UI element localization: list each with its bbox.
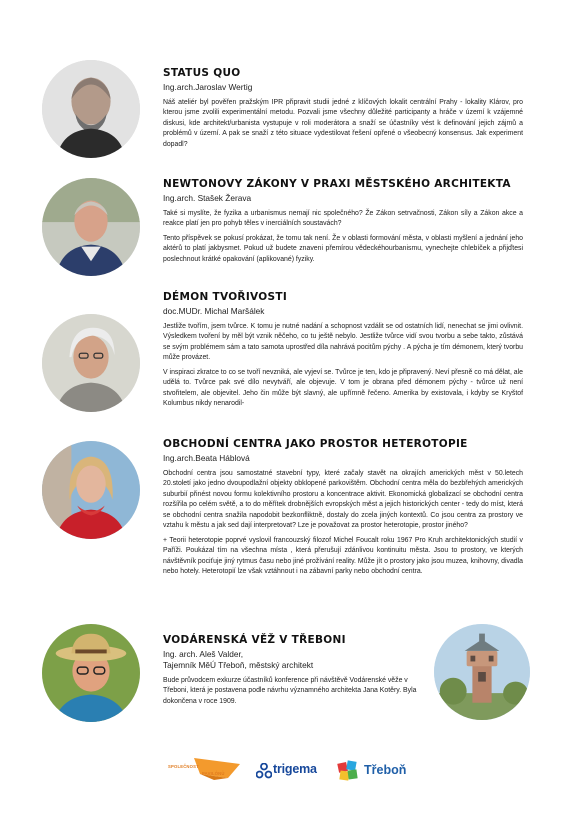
trebon-wordmark: Třeboň: [364, 763, 407, 777]
talk-abstract-2: + Teorii heterotopie poprvé vyslovil francouzský filozof Michel Foucalt roku 1967 Pro Kruh architektonických studií v Paříži. Poukázal tím na všechna místa , která přerušují zdánlivou kontinuitu města. Jsou to prostory, ve kterých návštěvník pociťuje jiný rytmus času nebo jiné prožívání reality. Může jít o prostory jako jsou muzea, knihovny, divadla nebo hotely. Heterotopií lze však vztáhnout i na zábavní parky nebo obchodní centra.: [163, 536, 523, 576]
talk-abstract-1: Obchodní centra jsou samostatné stavební typy, které začaly stavět na okrajích amerických měst v 50.letech 20.století jako jedno dvoupodlažní objekty obklopené parkovištěm. Obchodní centra měla do bezbřehých amerických suburbií přinést novou formu kolektivního prostoru a koncentrace aktivit. Ekonomická globalizací se obchodní centra rozšířila po celém světě, a to do měřítek drobnějších evropských měst a jejich historických center - tedy do míst, která se obchodní centra snažila napodobit bezkonfliktně, dostaly do zcela jiných kontextů. Co jsou centra za prostory ve vztahu k městu a jak sed dají interpretovat? Lze je považovat za prostor heterotopie, prostor jiného?: [163, 469, 523, 530]
portrait-michal-marsalek: [42, 314, 140, 412]
talk-abstract-2: Tento příspěvek se pokusí prokázat, že tomu tak není. Že v oblasti formování města, v oblasti myšlení a jednání jeho aktérů to platí jakbysmet. Pokud už budete znaveni přemírou vědeckéhourbanismu, vynechejte chlebíček a přijďtesi poslechnout krátké opakování (aplikované) fyziky.: [163, 234, 523, 263]
speaker-role: Tajemník MěÚ Třeboň, městský architekt: [163, 659, 314, 670]
sponsor-logos: [0, 754, 575, 784]
speaker-name: Ing.arch. Stašek Žerava: [163, 193, 252, 203]
trebon-mark-icon: [336, 758, 360, 782]
portrait-jaroslav-wertig: [42, 60, 140, 158]
talk-title: NEWTONOVY ZÁKONY V PRAXI MĚSTSKÉHO ARCHITEKTA: [163, 178, 511, 190]
trigema-mark-icon: [256, 763, 272, 779]
trigema-wordmark: trigema: [273, 762, 317, 776]
logo-text-line1: SPOLEČNOST: [168, 764, 199, 769]
talk-title: VODÁRENSKÁ VĚŽ V TŘEBONI: [163, 634, 346, 646]
talk-title: DÉMON TVOŘIVOSTI: [163, 291, 288, 303]
talk-abstract-1: Také si myslíte, že fyzika a urbanismus nemají nic společného? Že Zákon setrvačnosti, Zákon síly a Zákon akce a reakce platí jen pro pohyb těles v inerciálních soustavách?: [163, 209, 523, 228]
talk-abstract-2: V inspiraci zkratce to co se tvoří nevzniká, ale vyjeví se. Tvůrce je ten, kdo je připravený. Neví přesně co má dělat, ale udělá to. Tvůrce pak své dílo nevytváří, ale objevuje. V tom je obrana před démonem pýchy - tvůrce už není stvořitelem, ale objevitel. Jeho čin může být slavný, ale upřímně řečeno. Amerika by existovala, i kdyby se Kryštof Kolumbus nikdy nenarodil-: [163, 368, 523, 408]
spolecnost-pavilonu-logo: [166, 756, 241, 780]
talk-title: OBCHODNÍ CENTRA JAKO PROSTOR HETEROTOPIE: [163, 438, 468, 450]
portrait-ales-valder: [42, 624, 140, 722]
speaker-name: Ing.arch.Beata Háblová: [163, 453, 250, 463]
speaker-name: doc.MUDr. Michal Maršálek: [163, 306, 265, 316]
talk-abstract: Bude průvodcem exkurze účastníků konference při návštěvě Vodárenské věže v Třeboni, která je postavena podle návrhu významného architekta Jana Kotěry. Byla dokončena v roce 1909.: [163, 676, 417, 705]
talk-abstract: Náš ateliér byl pověřen pražským IPR připravit studii jedné z klíčových lokalit centrální Prahy - lokality Klárov, pro kterou jsme zvolili experimentální metodu. Pozvali jsme všechny důležité participanty a hráče v území k vzájemné diskusi, kde architekt/urbanista vystupuje v roli moderátora a snaží se účastníky vést k definování jejich zájmů a problémů v území. A pak se snaží z této situace vydestilovat řešení opřené o všeobecný konsensus. Jak experiment dopadl?: [163, 98, 523, 148]
logo-text-line2: PAVILÓNŮ: [202, 771, 225, 776]
portrait-beata-hablova: [42, 441, 140, 539]
talk-title: STATUS QUO: [163, 67, 241, 79]
speaker-name: Ing.arch.Jaroslav Wertig: [163, 82, 253, 92]
talk-abstract-1: Jestliže tvořím, jsem tvůrce. K tomu je nutné nadání a schopnost vzdálit se od ostatních lidí, nenechat se jimi ovlivnit. Výsledkem tvoření by měl být vznik něčeho, co tu ještě nebylo. Jestliže tvůrce vidí svou tvorbu a sebe takto, zůstává se svým problémem sám a tato samota uprostřed díla nahrává pocitům pýchy . A pýcha je tím démonem, který tvorbu může provázet.: [163, 322, 523, 362]
speaker-name: Ing. arch. Aleš Valder, Tajemník MěÚ Třeboň, městský architekt: [163, 649, 314, 670]
portrait-stasek-zerava: [42, 178, 140, 276]
water-tower-photo: [434, 624, 530, 720]
